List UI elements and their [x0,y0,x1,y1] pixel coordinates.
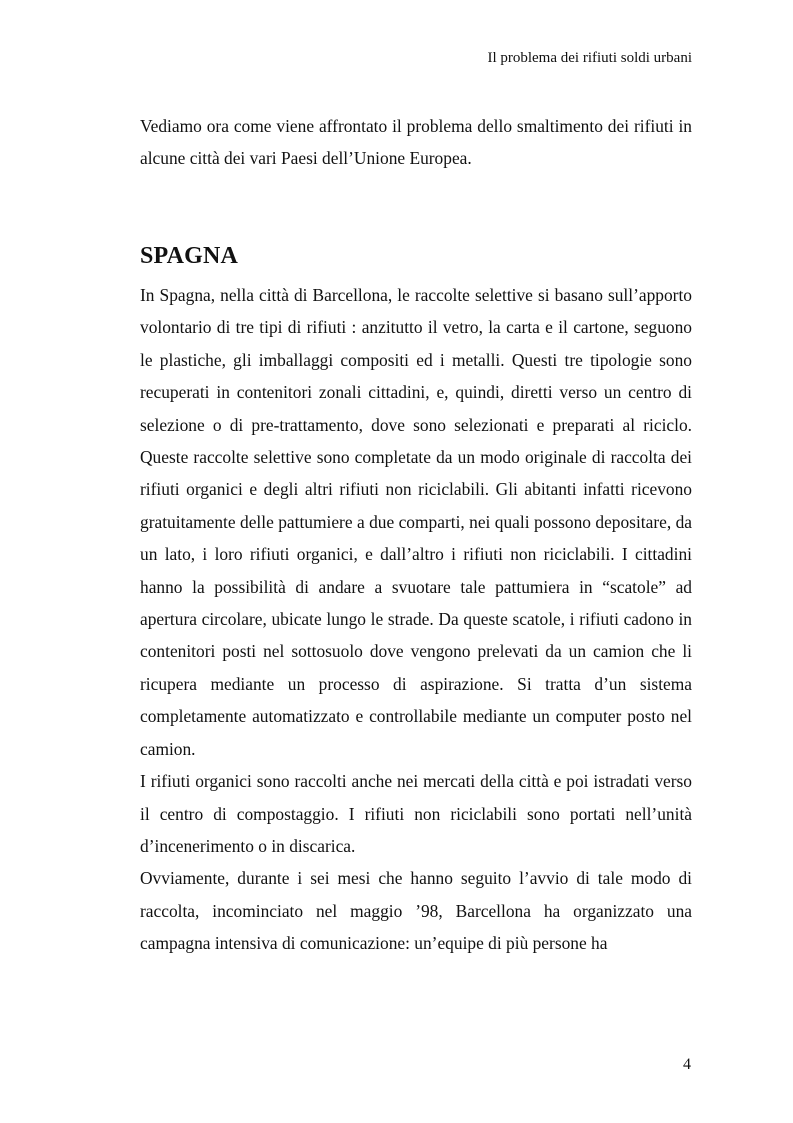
section-heading: SPAGNA [140,243,239,269]
paragraph-communication-campaign: Ovviamente, durante i sei mesi che hanno seguito l’avvio di tale modo di raccolta, incominciato nel maggio ’98, Barcellona ha organizzato una campagna intensiva di comunicazione: un’equipe di più persone ha [140,868,692,954]
intro-paragraph: Vediamo ora come viene affrontato il problema dello smaltimento dei rifiuti in alcune città dei vari Paesi dell’Unione Europea. [140,116,692,169]
paragraph-barcelona-collection: In Spagna, nella città di Barcellona, le raccolte selettive si basano sull’apporto volontario di tre tipi di rifiuti : anzitutto il vetro, la carta e il cartone, seguono le plastiche, gli imballaggi compositi ed i metalli. Questi tre tipologie sono recuperati in contenitori zonali cittadini, e, quindi, diretti verso un centro di selezione o di pre-trattamento, dove sono selezionati e preparati al riciclo. Queste raccolte selettive sono completate da un modo originale di raccolta dei rifiuti organici e degli altri rifiuti non riciclabili. Gli abitanti infatti ricevono gratuitamente delle pattumiere a due comparti, nei quali possono depositare, da un lato, i loro rifiuti organici, e dall’altro i rifiuti non riciclabili. I cittadini hanno la possibilità di andare a svuotare tale pattumiera in “scatole” ad apertura circolare, ubicate lungo le strade. Da queste scatole, i rifiuti cadono in contenitori posti nel sottosuolo dove vengono prelevati da un camion che li ricupera mediante un processo di aspirazione. Si tratta d’un sistema completamente automatizzato e controllabile mediante un computer posto nel camion. [140,285,692,759]
section-body [140,279,692,960]
page-number: 4 [683,1056,691,1073]
running-header: Il problema dei rifiuti soldi urbani [487,50,692,66]
paragraph-organic-waste: I rifiuti organici sono raccolti anche nei mercati della città e poi istradati verso il centro di compostaggio. I rifiuti non riciclabili sono portati nell’unità d’incenerimento o in discarica. [140,771,692,856]
